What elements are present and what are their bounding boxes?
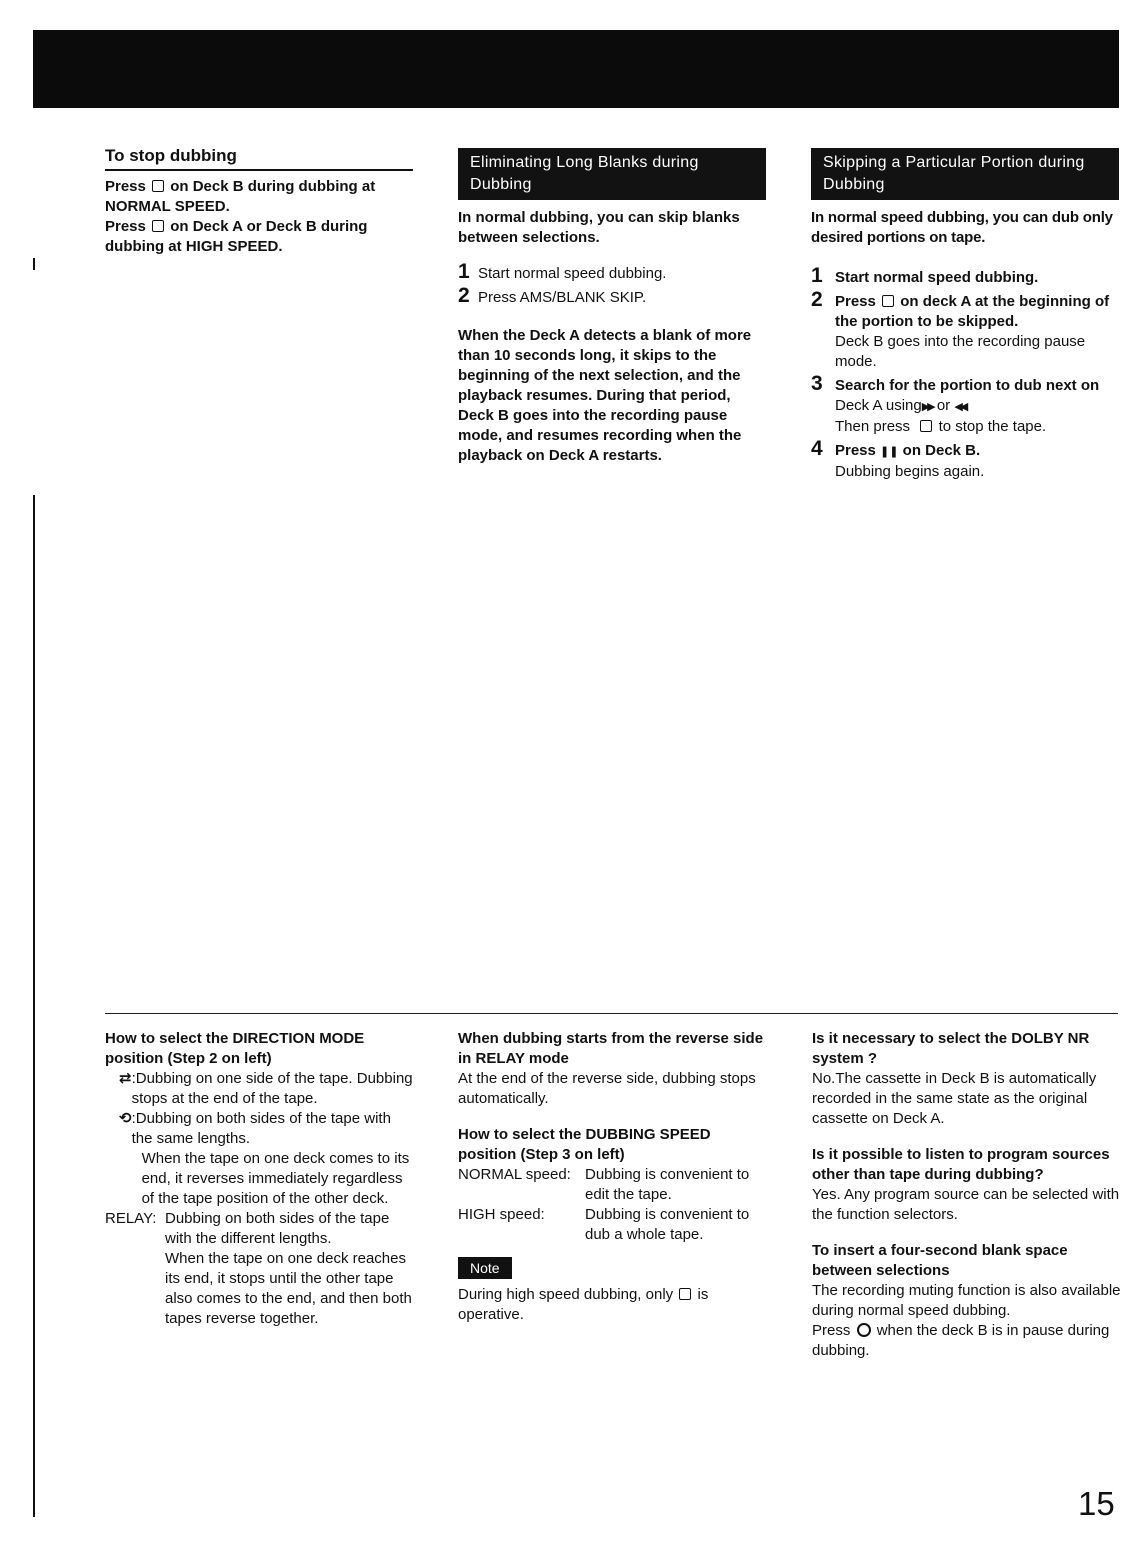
section-divider	[105, 1013, 1118, 1014]
step-action: Start normal speed dubbing.	[835, 269, 1039, 286]
step: 3 Search for the portion to dub next on Deck A using▶▶ or ◀◀. Then press to stop the tape.	[811, 372, 1100, 435]
both-sides-mode: ⟲ :Dubbing on both sides of the tape with the same lengths. When the tape on one deck comes to its end, it reverses immediately regardless of the tape position of the other deck.	[119, 1110, 410, 1207]
relay-label: RELAY:	[105, 1210, 157, 1227]
step: 2 Press on deck A at the beginning of the portion to be skipped. Deck B goes into the recording pause mode.	[811, 288, 1110, 370]
one-side-mode: ⇄ :Dubbing on one side of the tape. Dubbing stops at the end of the tape.	[119, 1070, 413, 1107]
section-banner: Skipping a Particular Portion during Dubbing	[811, 148, 1119, 200]
dubbing-speed-section	[458, 1029, 770, 1325]
high-speed-row: HIGH speed: Dubbing is convenient to dub a whole tape.	[458, 1206, 750, 1243]
step-detail: Deck B goes into the recording pause mode.	[835, 333, 1086, 370]
step-number: 3	[811, 372, 823, 395]
direction-mode-section	[105, 1029, 415, 1329]
stop-square-icon	[679, 1288, 691, 1300]
answer-text: Yes. Any program source can be selected with the function selectors.	[812, 1186, 1120, 1223]
stop-square-icon	[882, 295, 894, 307]
question-heading: How to select the DUBBING SPEED position (Step 3 on left)	[458, 1126, 711, 1163]
page-number: 15	[1078, 1485, 1115, 1522]
stop-instructions: Press on Deck B during dubbing at NORMAL SPEED. Press on Deck A or Deck B during dubbing at HIGH SPEED.	[105, 178, 376, 255]
step-number: 1	[458, 260, 470, 283]
header-bar	[33, 30, 1119, 108]
question-heading: How to select the DIRECTION MODE position (Step 2 on left)	[105, 1030, 365, 1067]
step-number: 1	[811, 264, 823, 287]
stop-dubbing-section	[105, 144, 413, 257]
note-text: During high speed dubbing, only is operative.	[458, 1286, 709, 1323]
stop-square-icon	[152, 220, 164, 232]
step	[811, 266, 1119, 288]
answer-text: No.The cassette in Deck B is automatically recorded in the same state as the original cassette on Deck A.	[812, 1070, 1097, 1127]
step-action: Search for the portion to dub next on	[835, 377, 1100, 394]
pause-icon: ❚❚	[880, 446, 899, 458]
step-number: 4	[811, 437, 823, 460]
step-number: 2	[811, 288, 823, 311]
skipping-portion-section	[811, 148, 1119, 484]
step-number: 2	[458, 284, 470, 307]
faq-section	[812, 1029, 1122, 1361]
binding-line	[33, 258, 35, 270]
relay-mode: RELAY: Dubbing on both sides of the tape with the different lengths. When the tape on one deck reaches its end, it stops until the other tape also comes to the end, and then both tapes reverse together.	[105, 1210, 412, 1327]
explanation-text: When the Deck A detects a blank of more than 10 seconds long, it skips to the beginning of the next selection, and the playback resumes. During that period, Deck B goes into the recording pause mode, and resumes recording when the playback on Deck A restarts.	[458, 327, 752, 464]
binding-line	[33, 495, 35, 1517]
reverse-icon: ⟲	[119, 1110, 132, 1127]
question-heading: When dubbing starts from the reverse side in RELAY mode	[458, 1030, 764, 1067]
answer-text: The recording muting function is also available during normal speed dubbing. Press when the deck B is in pause during dubbing.	[812, 1282, 1121, 1359]
record-mute-icon	[857, 1323, 871, 1337]
answer-text: At the end of the reverse side, dubbing stops automatically.	[458, 1070, 756, 1107]
intro-text: In normal dubbing, you can skip blanks between selections.	[458, 209, 740, 246]
step	[458, 262, 766, 284]
note-badge: Note	[458, 1257, 512, 1279]
question-heading: To insert a four-second blank space between selections	[812, 1242, 1068, 1279]
step	[458, 286, 766, 308]
step-text: Press AMS/BLANK SKIP.	[478, 289, 647, 306]
eliminating-blanks-section	[458, 148, 766, 466]
normal-speed-row: NORMAL speed: Dubbing is convenient to edit the tape.	[458, 1166, 750, 1203]
fast-forward-icon: ▶▶	[921, 401, 933, 413]
question-heading: Is it necessary to select the DOLBY NR system ?	[812, 1030, 1090, 1067]
section-title: To stop dubbing	[105, 144, 413, 171]
step-detail: Dubbing begins again.	[835, 463, 985, 480]
one-way-icon: ⇄	[119, 1070, 132, 1087]
step-text: Start normal speed dubbing.	[478, 265, 667, 282]
intro-text: In normal speed dubbing, you can dub only desired portions on tape.	[811, 209, 1113, 246]
step: 4 Press ❚❚ on Deck B. Dubbing begins again.	[811, 437, 985, 480]
section-banner: Eliminating Long Blanks during Dubbing	[458, 148, 766, 200]
question-heading: Is it possible to listen to program sources other than tape during dubbing?	[812, 1146, 1110, 1183]
stop-square-icon	[152, 180, 164, 192]
stop-square-icon	[920, 420, 932, 432]
rewind-icon: ◀◀	[954, 401, 966, 413]
